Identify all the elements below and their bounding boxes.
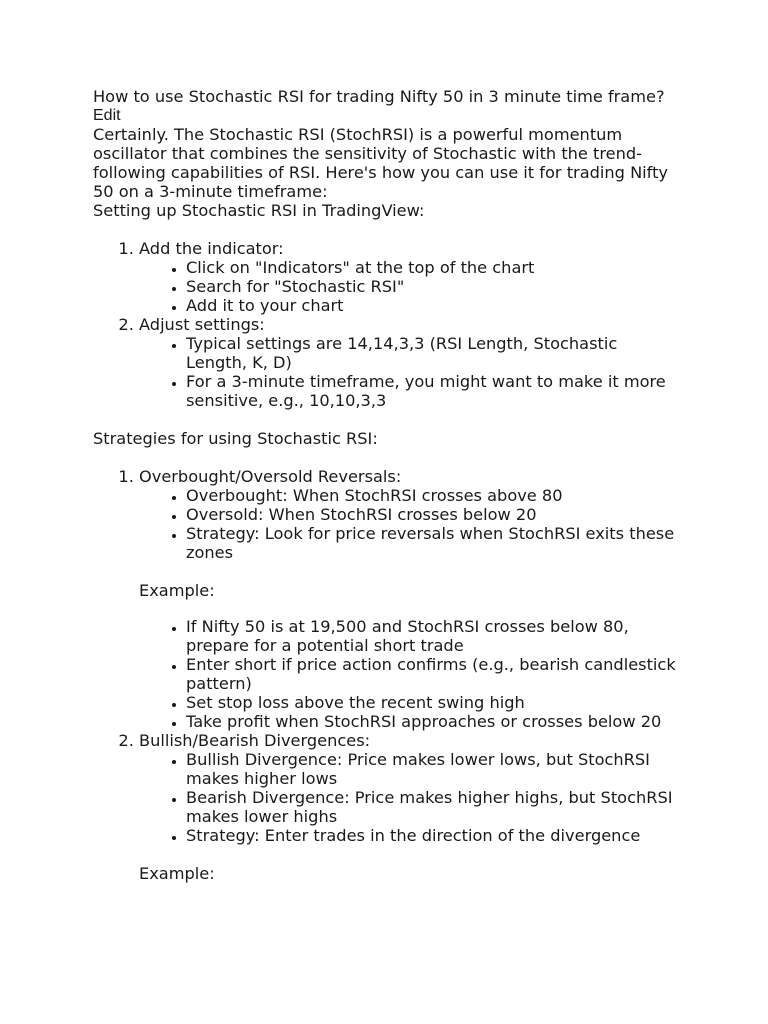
list-item: • Typical settings are 14,14,3,3 (RSI Length, Stochastic Length, K, D) [186,334,683,372]
document-page [93,87,683,883]
setup-step-bullets [139,258,683,315]
setup-step-bullets [139,334,683,410]
example-bullets [139,617,683,731]
question-heading: How to use Stochastic RSI for trading Nifty 50 in 3 minute time frame? [93,87,665,106]
list-item: • Take profit when StochRSI approaches or crosses below 20 [186,712,683,731]
strategies-list [93,467,683,883]
list-item: • Set stop loss above the recent swing high [186,693,683,712]
strategy-bullets [139,486,683,562]
setup-step-add-indicator [139,239,683,315]
list-item: • Oversold: When StochRSI crosses below 20 [186,505,683,524]
list-item: • For a 3-minute timeframe, you might want to make it more sensitive, e.g., 10,10,3,3 [186,372,683,410]
setup-step-label: Adjust settings: [139,315,265,334]
list-item: • Search for "Stochastic RSI" [186,277,683,296]
list-item: • Strategy: Enter trades in the direction of the divergence [186,826,683,845]
list-item: • Bearish Divergence: Price makes higher highs, but StochRSI makes lower highs [186,788,683,826]
setup-heading: Setting up Stochastic RSI in TradingView: [93,201,425,220]
list-item: • Overbought: When StochRSI crosses above 80 [186,486,683,505]
list-item: • Bullish Divergence: Price makes lower lows, but StochRSI makes higher lows [186,750,683,788]
setup-step-adjust-settings [139,315,683,410]
intro-paragraph: Certainly. The Stochastic RSI (StochRSI) is a powerful momentum oscillator that combines the sensitivity of Stochastic with the trend-following capabilities of RSI. Here's how you can use it for trading Nifty 50 on a 3-minute timeframe: [93,125,669,201]
strategy-divergences [139,731,683,883]
list-item: • Click on "Indicators" at the top of the chart [186,258,683,277]
strategies-heading: Strategies for using Stochastic RSI: [93,429,378,448]
list-item: • If Nifty 50 is at 19,500 and StochRSI crosses below 80, prepare for a potential short trade [186,617,683,655]
list-item: • Add it to your chart [186,296,683,315]
list-item: • Enter short if price action confirms (e.g., bearish candlestick pattern) [186,655,683,693]
strategy-label: Bullish/Bearish Divergences: [139,731,371,750]
strategy-label: Overbought/Oversold Reversals: [139,467,402,486]
strategy-bullets [139,750,683,845]
strategy-overbought-oversold [139,467,683,731]
edit-link[interactable]: Edit [93,107,121,124]
example-label: Example: [139,864,215,883]
setup-step-label: Add the indicator: [139,239,284,258]
setup-steps-list [93,239,683,410]
example-label: Example: [139,581,215,600]
list-item: • Strategy: Look for price reversals when StochRSI exits these zones [186,524,683,562]
